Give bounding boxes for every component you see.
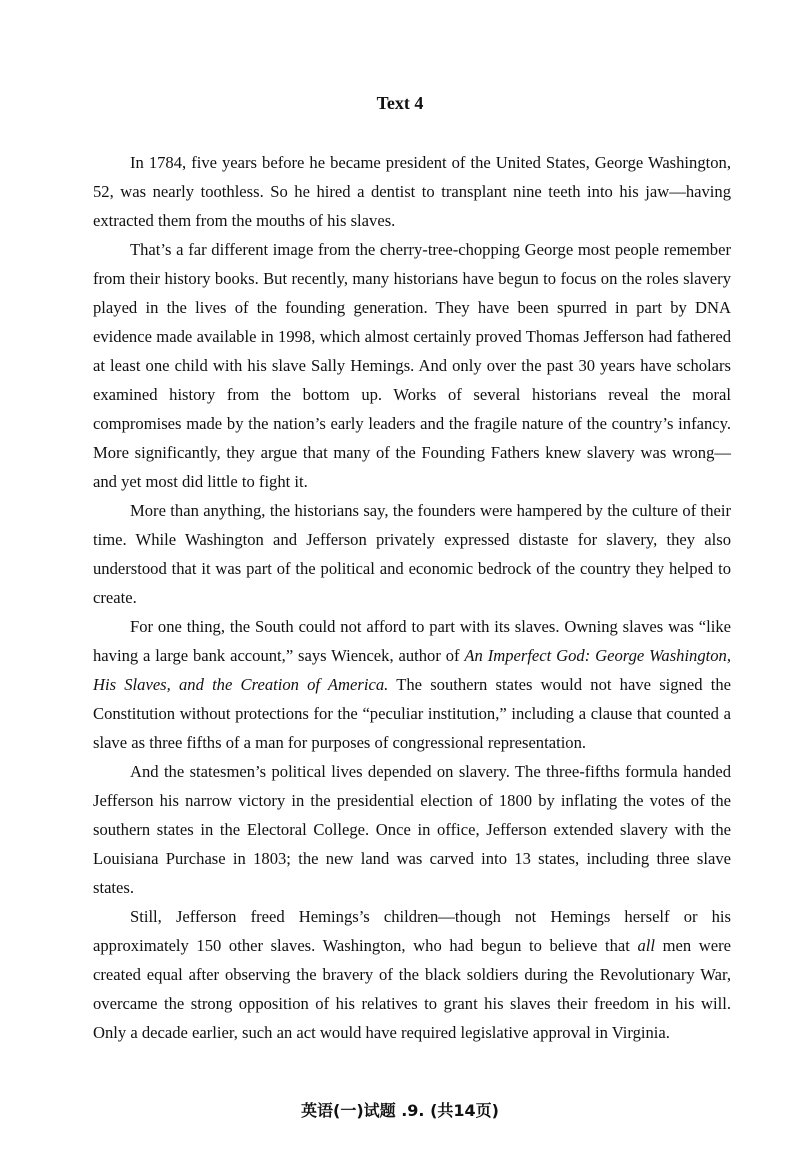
paragraph-6-text-b: men were created equal after observing the bravery of the black soldiers during the Revolutionary War, overcame the strong opposition of his relatives to grant his slaves their freedom in his will. Only a decade earlier, such an act would have required legislative approval in Virginia. (93, 936, 731, 1042)
paragraph-6-text-a: Still, Jefferson freed Hemings’s children—though not Hemings herself or his approximately 150 other slaves. Washington, who had begun to believe that (93, 907, 731, 955)
emphasis-all: all (637, 936, 656, 955)
passage-body (93, 148, 731, 1047)
paragraph-4-text-a: For one thing, the South could not afford to part with its slaves. Owning slaves was “like having a large bank account,” says Wiencek, author of (93, 617, 731, 665)
paragraph-2: That’s a far different image from the cherry-tree-chopping George most people remember from their history books. But recently, many historians have begun to focus on the roles slavery played in the lives of the founding generation. They have been spurred in part by DNA evidence made available in 1998, which almost certainly proved Thomas Jefferson had fathered at least one child with his slave Sally Hemings. And only over the past 30 years have scholars examined history from the bottom up. Works of several historians reveal the moral compromises made by the nation’s early leaders and the fragile nature of the country’s infancy. More significantly, they argue that many of the Founding Fathers knew slavery was wrong—and yet most did little to fight it. (93, 240, 731, 491)
paragraph-1: In 1784, five years before he became president of the United States, George Washington, 52, was nearly toothless. So he hired a dentist to transplant nine teeth into his jaw—having extracted them from the mouths of his slaves. (93, 153, 731, 230)
paragraph-4-text-b: The southern states would not have signed the Constitution without protections for the “peculiar institution,” including a clause that counted a slave as three fifths of a man for purposes of congressional representation. (93, 675, 731, 752)
page-footer: 英语(一)试题 .9. (共14页) (301, 1101, 499, 1120)
book-title: An Imperfect God: George Washington, His Slaves, and the Creation of America. (93, 646, 732, 694)
paragraph-5: And the statesmen’s political lives depended on slavery. The three-fifths formula handed Jefferson his narrow victory in the presidential election of 1800 by inflating the votes of the southern states in the Electoral College. Once in office, Jefferson extended slavery with the Louisiana Purchase in 1803; the new land was carved into 13 states, including three slave states. (93, 762, 731, 897)
page-title: Text 4 (376, 93, 424, 113)
paragraph-4 (93, 612, 731, 757)
paragraph-3: More than anything, the historians say, the founders were hampered by the culture of their time. While Washington and Jefferson privately expressed distaste for slavery, they also understood that it was part of the political and economic bedrock of the country they helped to create. (93, 501, 731, 607)
paragraph-6 (93, 902, 731, 1047)
